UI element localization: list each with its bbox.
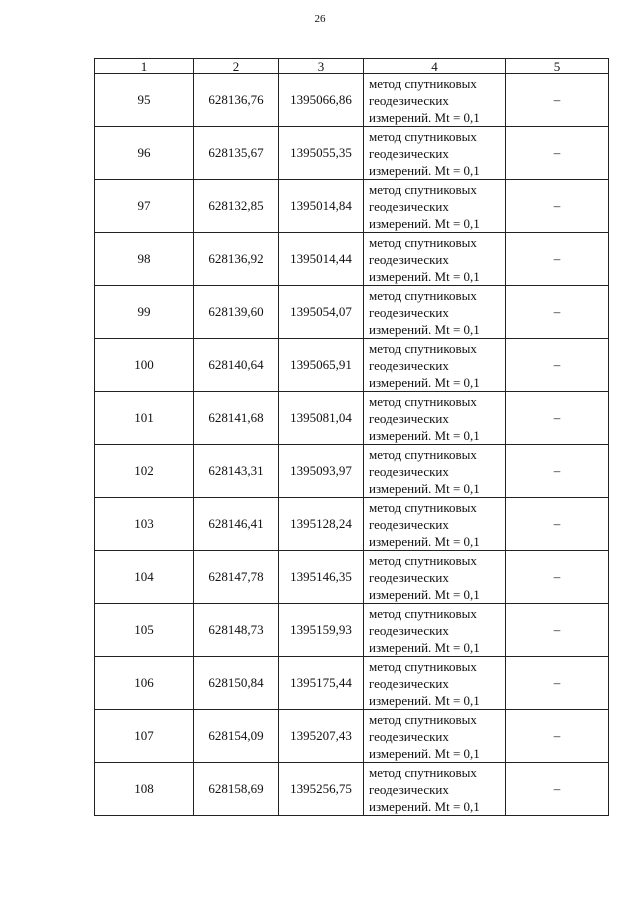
method-text-line: измерений. Mt = 0,1 (369, 162, 480, 178)
table-row (95, 445, 609, 498)
x-coordinate-cell: 628136,92 (194, 233, 279, 286)
method-text-line: метод спутниковых (369, 499, 477, 515)
method-text-line: метод спутниковых (369, 764, 477, 780)
method-text-line: геодезических (369, 516, 449, 532)
note-cell: – (506, 763, 609, 816)
method-text-line: геодезических (369, 728, 449, 744)
method-text-line: метод спутниковых (369, 446, 477, 462)
y-coordinate-cell: 1395207,43 (279, 710, 364, 763)
y-coordinate-cell: 1395159,93 (279, 604, 364, 657)
method-text-line: геодезических (369, 781, 449, 797)
x-coordinate-cell: 628146,41 (194, 498, 279, 551)
note-cell: – (506, 498, 609, 551)
note-cell: – (506, 551, 609, 604)
note-cell: – (506, 127, 609, 180)
x-coordinate-cell: 628139,60 (194, 286, 279, 339)
x-coordinate-cell: 628148,73 (194, 604, 279, 657)
method-cell (364, 286, 506, 339)
method-text-line: геодезических (369, 145, 449, 161)
x-coordinate-cell: 628143,31 (194, 445, 279, 498)
method-cell (364, 710, 506, 763)
point-number-cell: 97 (95, 180, 194, 233)
method-text-line: измерений. Mt = 0,1 (369, 533, 480, 549)
method-text-line: геодезических (369, 92, 449, 108)
method-text-line: метод спутниковых (369, 711, 477, 727)
table-row (95, 286, 609, 339)
method-cell (364, 445, 506, 498)
method-cell (364, 180, 506, 233)
point-number-cell: 101 (95, 392, 194, 445)
table-row (95, 339, 609, 392)
method-cell (364, 74, 506, 127)
method-text-line: метод спутниковых (369, 287, 477, 303)
method-text-line: метод спутниковых (369, 75, 477, 91)
y-coordinate-cell: 1395175,44 (279, 657, 364, 710)
method-text-line: геодезических (369, 622, 449, 638)
column-header-2: 2 (194, 59, 279, 74)
y-coordinate-cell: 1395065,91 (279, 339, 364, 392)
x-coordinate-cell: 628158,69 (194, 763, 279, 816)
point-number-cell: 95 (95, 74, 194, 127)
y-coordinate-cell: 1395128,24 (279, 498, 364, 551)
table-header (95, 59, 609, 74)
point-number-cell: 108 (95, 763, 194, 816)
point-number-cell: 106 (95, 657, 194, 710)
method-text-line: геодезических (369, 569, 449, 585)
method-cell (364, 392, 506, 445)
method-text-line: измерений. Mt = 0,1 (369, 639, 480, 655)
table-row (95, 551, 609, 604)
y-coordinate-cell: 1395146,35 (279, 551, 364, 604)
method-text-line: измерений. Mt = 0,1 (369, 798, 480, 814)
table-row (95, 74, 609, 127)
header-row (95, 59, 609, 74)
method-text-line: геодезических (369, 251, 449, 267)
y-coordinate-cell: 1395014,84 (279, 180, 364, 233)
column-header-5: 5 (506, 59, 609, 74)
point-number-cell: 102 (95, 445, 194, 498)
table-row (95, 233, 609, 286)
table-row (95, 127, 609, 180)
y-coordinate-cell: 1395014,44 (279, 233, 364, 286)
table-row (95, 763, 609, 816)
table-row (95, 710, 609, 763)
y-coordinate-cell: 1395256,75 (279, 763, 364, 816)
x-coordinate-cell: 628135,67 (194, 127, 279, 180)
table-row (95, 392, 609, 445)
method-text-line: метод спутниковых (369, 340, 477, 356)
x-coordinate-cell: 628150,84 (194, 657, 279, 710)
method-text-line: метод спутниковых (369, 658, 477, 674)
column-header-1: 1 (95, 59, 194, 74)
table-row (95, 498, 609, 551)
x-coordinate-cell: 628132,85 (194, 180, 279, 233)
method-cell (364, 127, 506, 180)
table-row (95, 657, 609, 710)
method-text-line: метод спутниковых (369, 393, 477, 409)
point-number-cell: 99 (95, 286, 194, 339)
method-text-line: геодезических (369, 357, 449, 373)
point-number-cell: 100 (95, 339, 194, 392)
method-cell (364, 763, 506, 816)
note-cell: – (506, 233, 609, 286)
note-cell: – (506, 392, 609, 445)
page-number: 26 (314, 13, 326, 25)
method-cell (364, 339, 506, 392)
column-header-3: 3 (279, 59, 364, 74)
method-text-line: измерений. Mt = 0,1 (369, 268, 480, 284)
table-row (95, 180, 609, 233)
note-cell: – (506, 710, 609, 763)
method-text-line: геодезических (369, 410, 449, 426)
note-cell: – (506, 604, 609, 657)
x-coordinate-cell: 628141,68 (194, 392, 279, 445)
method-text-line: метод спутниковых (369, 605, 477, 621)
method-text-line: измерений. Mt = 0,1 (369, 745, 480, 761)
method-text-line: метод спутниковых (369, 234, 477, 250)
method-cell (364, 233, 506, 286)
point-number-cell: 103 (95, 498, 194, 551)
method-text-line: геодезических (369, 463, 449, 479)
method-text-line: геодезических (369, 198, 449, 214)
method-text-line: метод спутниковых (369, 181, 477, 197)
method-text-line: измерений. Mt = 0,1 (369, 692, 480, 708)
y-coordinate-cell: 1395093,97 (279, 445, 364, 498)
x-coordinate-cell: 628140,64 (194, 339, 279, 392)
point-number-cell: 98 (95, 233, 194, 286)
note-cell: – (506, 74, 609, 127)
y-coordinate-cell: 1395081,04 (279, 392, 364, 445)
method-text-line: измерений. Mt = 0,1 (369, 321, 480, 337)
x-coordinate-cell: 628154,09 (194, 710, 279, 763)
method-text-line: измерений. Mt = 0,1 (369, 427, 480, 443)
method-cell (364, 604, 506, 657)
y-coordinate-cell: 1395055,35 (279, 127, 364, 180)
note-cell: – (506, 657, 609, 710)
column-header-4: 4 (364, 59, 506, 74)
point-number-cell: 105 (95, 604, 194, 657)
note-cell: – (506, 445, 609, 498)
point-number-cell: 96 (95, 127, 194, 180)
y-coordinate-cell: 1395054,07 (279, 286, 364, 339)
method-text-line: измерений. Mt = 0,1 (369, 109, 480, 125)
x-coordinate-cell: 628147,78 (194, 551, 279, 604)
method-text-line: геодезических (369, 675, 449, 691)
coordinates-table (94, 58, 609, 816)
method-text-line: измерений. Mt = 0,1 (369, 374, 480, 390)
point-number-cell: 104 (95, 551, 194, 604)
note-cell: – (506, 286, 609, 339)
x-coordinate-cell: 628136,76 (194, 74, 279, 127)
method-text-line: измерений. Mt = 0,1 (369, 480, 480, 496)
note-cell: – (506, 339, 609, 392)
method-cell (364, 551, 506, 604)
note-cell: – (506, 180, 609, 233)
y-coordinate-cell: 1395066,86 (279, 74, 364, 127)
method-cell (364, 657, 506, 710)
method-cell (364, 498, 506, 551)
method-text-line: метод спутниковых (369, 552, 477, 568)
point-number-cell: 107 (95, 710, 194, 763)
method-text-line: измерений. Mt = 0,1 (369, 586, 480, 602)
method-text-line: геодезических (369, 304, 449, 320)
table-body (95, 74, 609, 816)
method-text-line: метод спутниковых (369, 128, 477, 144)
method-text-line: измерений. Mt = 0,1 (369, 215, 480, 231)
table-row (95, 604, 609, 657)
